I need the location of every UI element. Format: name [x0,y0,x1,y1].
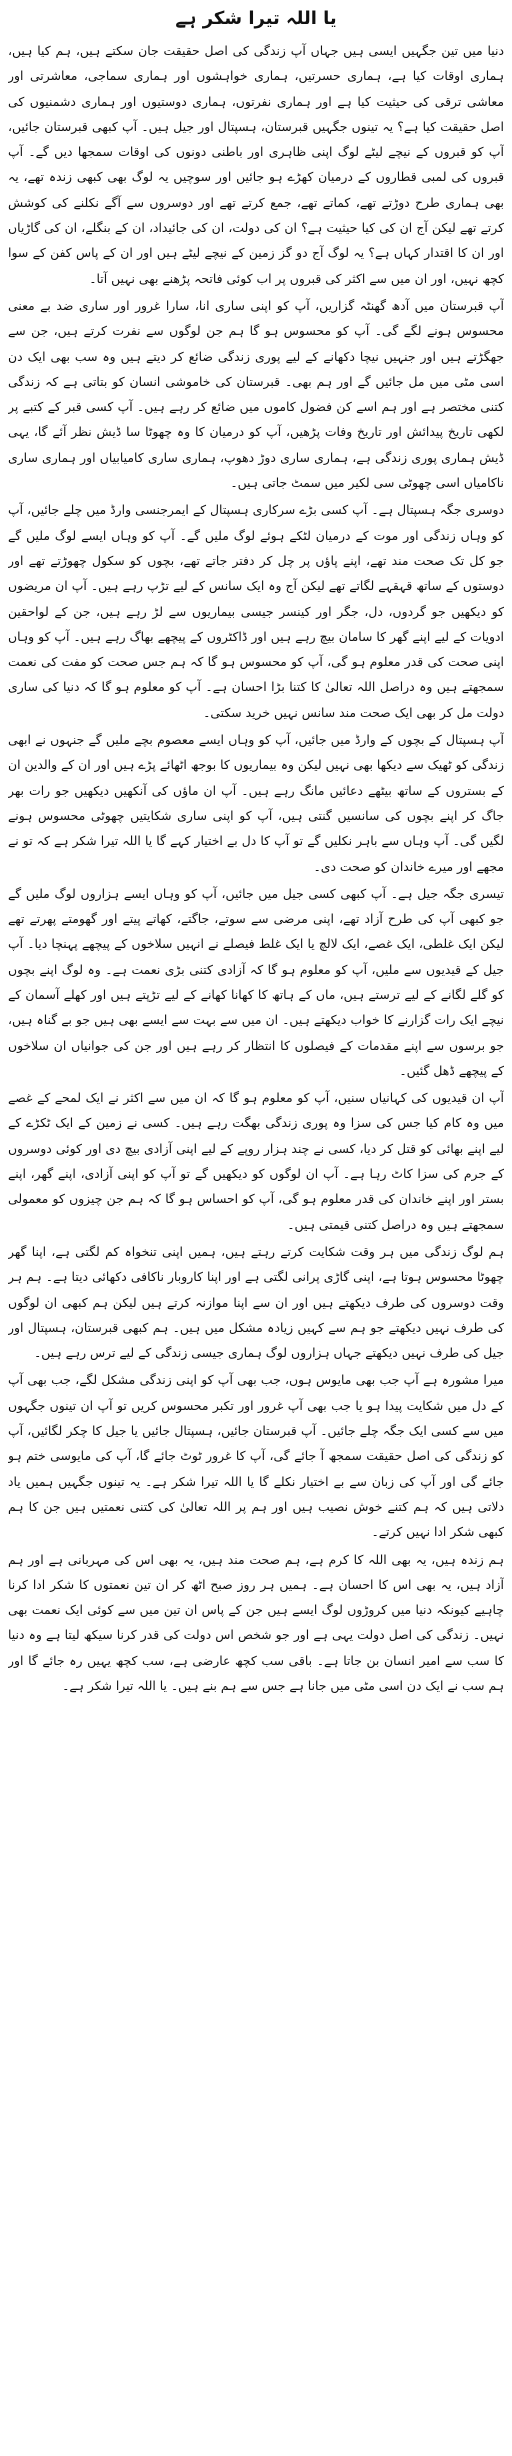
article-body [8,38,504,2446]
article-paragraph: تیسری جگہ جیل ہے۔ آپ کبھی کسی جیل میں جائیں، آپ کو وہاں ایسے ہزاروں لوگ ملیں گے جو کبھی آپ کی طرح آزاد تھے، اپنی مرضی سے سوتے، جاگتے، کھاتے پیتے اور گھومتے پھرتے تھے لیکن ایک غلطی، ایک غصے، ایک لالچ یا ایک غلط فیصلے نے انہیں سلاخوں کے پیچھے پہنچا دیا۔ آپ جیل کے قیدیوں سے ملیں، آپ کو معلوم ہو گا کہ آزادی کتنی بڑی نعمت ہے۔ وہ لوگ اپنے بچوں کو گلے لگانے کے لیے ترستے ہیں، ماں کے ہاتھ کا کھانا کھانے کے لیے تڑپتے ہیں اور کھلے آسمان کے نیچے ایک رات گزارنے کا خواب دیکھتے ہیں۔ ان میں سے بہت سے ایسے بھی ہیں جو بے گناہ ہیں، جو برسوں سے اپنے مقدمات کے فیصلوں کا انتظار کر رہے ہیں اور جن کی جوانیاں ان سلاخوں کے پیچھے ڈھل گئیں۔ [8,885,504,1078]
article-paragraph: دوسری جگہ ہسپتال ہے۔ آپ کسی بڑے سرکاری ہسپتال کے ایمرجنسی وارڈ میں چلے جائیں، آپ کو وہاں زندگی اور موت کے درمیان لٹکے ہوئے لوگ ملیں گے۔ آپ کو وہاں ایسے لوگ ملیں گے جو کل تک صحت مند تھے، اپنے پاؤں پر چل کر دفتر جاتے تھے، بچوں کو سکول چھوڑتے تھے اور دوستوں کے ساتھ قہقہے لگاتے تھے لیکن آج وہ ایک سانس کے لیے تڑپ رہے ہیں۔ آپ ان مریضوں کو دیکھیں جو گردوں، دل، جگر اور کینسر جیسی بیماریوں سے لڑ رہے ہیں، جن کے لواحقین ادویات کے لیے اپنے گھر کا سامان بیچ رہے ہیں اور ڈاکٹروں کے پیچھے بھاگ رہے ہیں۔ آپ کو وہاں اپنی صحت کی قدر معلوم ہو گی، آپ کو محسوس ہو گا کہ ہم جس صحت کو مفت کی نعمت سمجھتے ہیں وہ دراصل اللہ تعالیٰ کا کتنا بڑا احسان ہے۔ آپ کو معلوم ہو گا کہ دنیا کی ساری دولت مل کر بھی ایک صحت مند سانس نہیں خرید سکتی۔ [8,502,504,720]
article-title: یا اللہ تیرا شکر ہے [175,8,337,29]
article-paragraph: دنیا میں تین جگہیں ایسی ہیں جہاں آپ زندگی کی اصل حقیقت جان سکتے ہیں، ہم کیا ہیں، ہماری اوقات کیا ہے، ہماری حسرتیں، ہماری خواہشوں اور ہماری سماجی، معاشرتی اور معاشی ترقی کی حیثیت کیا ہے اور ہماری نفرتوں، ہماری دوستیوں اور ہماری دشمنیوں کی اصل حقیقت کیا ہے؟ یہ تینوں جگہیں قبرستان، ہسپتال اور جیل ہیں۔ آپ کبھی قبرستان جائیں، آپ کو قبروں کے نیچے لیٹے لوگ اپنی ظاہری اور باطنی دونوں کی اوقات سمجھا دیں گے۔ آپ قبروں کی لمبی قطاروں کے درمیان کھڑے ہو جائیں اور سوچیں یہ لوگ بھی کبھی زندہ تھے، یہ بھی ہماری طرح دوڑتے تھے، کماتے تھے، جمع کرتے تھے اور دوسروں سے آگے نکلنے کی کوشش کرتے تھے لیکن آج ان کی کیا حیثیت ہے؟ ان کی دولت، ان کی جائیداد، ان کے بنگلے، ان کی گاڑیاں اور ان کا اقتدار کہاں ہے؟ یہ لوگ آج دو گز زمین کے نیچے لیٹے ہیں اور ان کے پاس کفن کے سوا کچھ نہیں، اور ان میں سے اکثر کی قبروں پر اب کوئی فاتحہ پڑھنے بھی نہیں آتا۔ [8,43,504,286]
article-paragraph: آپ قبرستان میں آدھ گھنٹہ گزاریں، آپ کو اپنی ساری انا، سارا غرور اور ساری ضد بے معنی محسوس ہونے لگے گی۔ آپ کو محسوس ہو گا ہم جن لوگوں سے نفرت کرتے ہیں، جن سے جھگڑتے ہیں اور جنہیں نیچا دکھانے کے لیے پوری زندگی ضائع کر دیتے ہیں وہ سب بھی ایک دن اسی مٹی میں مل جائیں گے اور ہم بھی۔ قبرستان کی خاموشی انسان کو بتاتی ہے کہ زندگی کتنی مختصر ہے اور ہم اسے کن فضول کاموں میں ضائع کر رہے ہیں۔ آپ کسی قبر کے کتبے پر لکھی تاریخ پیدائش اور تاریخ وفات پڑھیں، آپ کو درمیان کا وہ چھوٹا سا ڈیش نظر آئے گا، یہی ڈیش ہماری پوری زندگی ہے، ہماری ساری دوڑ دھوپ، ہماری ساری کامیابیاں اور ہماری ساری ناکامیاں اسی چھوٹی سی لکیر میں سمٹ جاتی ہیں۔ [8,297,504,491]
article-paragraph: ہم لوگ زندگی میں ہر وقت شکایت کرتے رہتے ہیں، ہمیں اپنی تنخواہ کم لگتی ہے، اپنا گھر چھوٹا محسوس ہوتا ہے، اپنی گاڑی پرانی لگتی ہے اور اپنا کاروبار ناکافی دکھائی دیتا ہے۔ ہم ہر وقت دوسروں کی طرف دیکھتے ہیں اور ان سے اپنا موازنہ کرتے ہیں لیکن ہم کبھی ان لوگوں کی طرف نہیں دیکھتے جو ہم سے کہیں زیادہ مشکل میں ہیں۔ ہم کبھی قبرستان، ہسپتال اور جیل کی طرف نہیں دیکھتے جہاں ہزاروں لوگ ہماری جیسی زندگی کے لیے ترس رہے ہیں۔ [8,1243,504,1361]
article-paragraph: آپ ہسپتال کے بچوں کے وارڈ میں جائیں، آپ کو وہاں ایسے معصوم بچے ملیں گے جنہوں نے ابھی زندگی کو ٹھیک سے دیکھا بھی نہیں لیکن وہ بیماریوں کا بوجھ اٹھائے پڑے ہیں اور ان کے والدین ان کے بستروں کے ساتھ بیٹھے دعائیں مانگ رہے ہیں۔ آپ ان ماؤں کی آنکھیں دیکھیں جو رات بھر جاگ کر اپنے بچوں کی سانسیں گنتی ہیں، آپ کو اپنی ساری شکایتیں چھوٹی محسوس ہونے لگیں گی۔ آپ وہاں سے باہر نکلیں گے تو آپ کا دل بے اختیار کہے گا یا اللہ تیرا شکر ہے کہ تو نے مجھے اور میرے خاندان کو صحت دی۔ [8,732,504,874]
article-paragraph: آپ ان قیدیوں کی کہانیاں سنیں، آپ کو معلوم ہو گا کہ ان میں سے اکثر نے ایک لمحے کے غصے میں وہ کام کیا جس کی سزا وہ پوری زندگی بھگت رہے ہیں۔ کسی نے زمین کے ایک ٹکڑے کے لیے اپنے بھائی کو قتل کر دیا، کسی نے چند ہزار روپے کے لیے اپنی آزادی بیچ دی اور کوئی دوسروں کے جرم کی سزا کاٹ رہا ہے۔ آپ ان لوگوں کو دیکھیں گے تو آپ کو اپنی آزادی، اپنے گھر، اپنے بستر اور اپنے خاندان کی قدر معلوم ہو گی، آپ کو احساس ہو گا کہ ہم جن چیزوں کو معمولی سمجھتے ہیں وہ دراصل کتنی قیمتی ہیں۔ [8,1090,504,1232]
article-paragraph: ہم زندہ ہیں، یہ بھی اللہ کا کرم ہے، ہم صحت مند ہیں، یہ بھی اس کی مہربانی ہے اور ہم آزاد ہیں، یہ بھی اس کا احسان ہے۔ ہمیں ہر روز صبح اٹھ کر ان تین نعمتوں کا شکر ادا کرنا چاہیے کیونکہ دنیا میں کروڑوں لوگ ایسے ہیں جن کے پاس ان تین میں سے کوئی ایک نعمت بھی نہیں۔ زندگی کی اصل دولت یہی ہے اور جو شخص اس دولت کی قدر کرنا سیکھ لیتا ہے وہ دنیا کا سب سے امیر انسان بن جاتا ہے۔ باقی سب کچھ عارضی ہے، سب کچھ یہیں رہ جائے گا اور ہم سب نے ایک دن اسی مٹی میں جانا ہے جس سے ہم بنے ہیں۔ یا اللہ تیرا شکر ہے۔ [8,1551,504,1693]
article-paragraph: میرا مشورہ ہے آپ جب بھی مایوس ہوں، جب بھی آپ کو اپنی زندگی مشکل لگے، جب بھی آپ کے دل میں شکایت پیدا ہو یا جب بھی آپ غرور اور تکبر محسوس کریں تو آپ ان تینوں جگہوں میں سے کسی ایک جگہ چلے جائیں۔ آپ قبرستان جائیں، ہسپتال جائیں یا جیل کا چکر لگائیں، آپ کو زندگی کی اصل حقیقت سمجھ آ جائے گی، آپ کا غرور ٹوٹ جائے گا، آپ کی مایوسی ختم ہو جائے گی اور آپ کی زبان سے بے اختیار نکلے گا یا اللہ تیرا شکر ہے۔ یہ تینوں جگہیں ہمیں یاد دلاتی ہیں کہ ہم کتنے خوش نصیب ہیں اور ہم پر اللہ تعالیٰ کی کتنی نعمتیں ہیں جن کا ہم کبھی شکر ادا نہیں کرتے۔ [8,1372,504,1540]
